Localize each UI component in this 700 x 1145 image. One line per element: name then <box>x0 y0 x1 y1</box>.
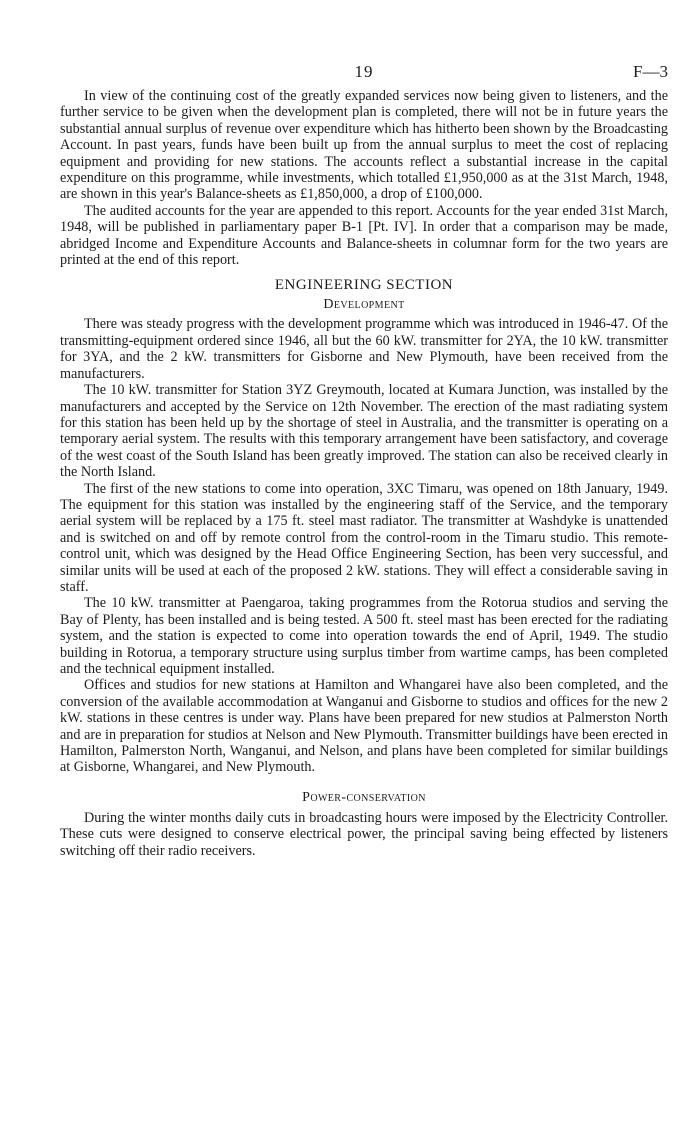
paragraph: There was steady progress with the development programme which was introduced in 1946-47. Of the transmitting-equipment ordered since 1946, all but the 60 kW. transmitter for 2YA, the 10 kW. transmitter for 3YA, and the 2 kW. transmitters for Gisborne and New Plymouth, have been received from the manufacturers. <box>60 316 668 382</box>
page-header <box>60 48 668 88</box>
section-title: ENGINEERING SECTION <box>274 277 454 294</box>
intro-section <box>60 88 668 268</box>
paragraph: The first of the new stations to come into operation, 3XC Timaru, was opened on 18th January, 1949. The equipment for this station was installed by the engineering staff of the Service, and the temporary aerial system will be replaced by a 175 ft. steel mast radiator. The transmitter at Washdyke is unattended and is switched on and off by remote control from the control-room in the Timaru studio. This remote-control unit, which was designed by the Head Office Engineering Section, has been very successful, and similar units will be used at each of the proposed 2 kW. stations. They will effect a considerable saving in staff. <box>60 480 668 595</box>
page-number: 19 <box>354 62 374 81</box>
engineering-section <box>60 277 668 859</box>
paragraph: The 10 kW. transmitter for Station 3YZ Greymouth, located at Kumara Junction, was installed by the manufacturers and accepted by the Service on 12th November. The erection of the mast radiating system for this station has been held up by the shortage of steel in Australia, and the transmitter is operating on a temporary aerial system. The results with this temporary arrangement have been satisfactory, and coverage of the west coast of the South Island has been greatly improved. The station can also be received clearly in the North Island. <box>60 382 668 481</box>
subheading-power-conservation: Power-conservation <box>302 789 426 805</box>
subheading-development: Development <box>323 297 405 313</box>
page-reference: F—3 <box>633 62 668 81</box>
paragraph: In view of the continuing cost of the greatly expanded services now being given to listeners, and the further service to be given when the development plan is completed, there will not be in future years the substantial annual surplus of revenue over expenditure which has hitherto been shown by the Broadcasting Account. In past years, funds have been built up from the annual surplus to meet the cost of replacing equipment and providing for new stations. The accounts reflect a substantial increase in the capital expenditure on this programme, while investments, which totalled £1,950,000 as at the 31st March, 1948, are shown in this year's Balance-sheets as £1,850,000, a drop of £100,000. <box>60 88 668 203</box>
document-page <box>60 48 668 859</box>
paragraph: The audited accounts for the year are appended to this report. Accounts for the year ended 31st March, 1948, will be published in parliamentary paper B-1 [Pt. IV]. In order that a comparison may be made, abridged Income and Expenditure Accounts and Balance-sheets in columnar form for the two years are printed at the end of this report. <box>60 202 668 269</box>
paragraph: Offices and studios for new stations at Hamilton and Whangarei have also been completed, and the conversion of the available accommodation at Wanganui and Gisborne to studios and offices for the new 2 kW. stations in these centres is under way. Plans have been prepared for new studios at Palmerston North and are in preparation for studios at Nelson and New Plymouth. Transmitter buildings have been erected in Hamilton, Palmerston North, Wanganui, and Nelson, and plans have been completed for similar buildings at Gisborne, Whangarei, and New Plymouth. <box>60 677 668 776</box>
paragraph: During the winter months daily cuts in broadcasting hours were imposed by the Electricity Controller. These cuts were designed to conserve electrical power, the principal saving being effected by listeners switching off their radio receivers. <box>60 809 668 859</box>
paragraph: The 10 kW. transmitter at Paengaroa, taking programmes from the Rotorua studios and serving the Bay of Plenty, has been installed and is being tested. A 500 ft. steel mast has been erected for the radiating system, and the station is expected to come into operation towards the end of April, 1949. The studio building in Rotorua, a temporary structure using surplus timber from wartime camps, has been completed and the technical equipment installed. <box>60 595 668 677</box>
